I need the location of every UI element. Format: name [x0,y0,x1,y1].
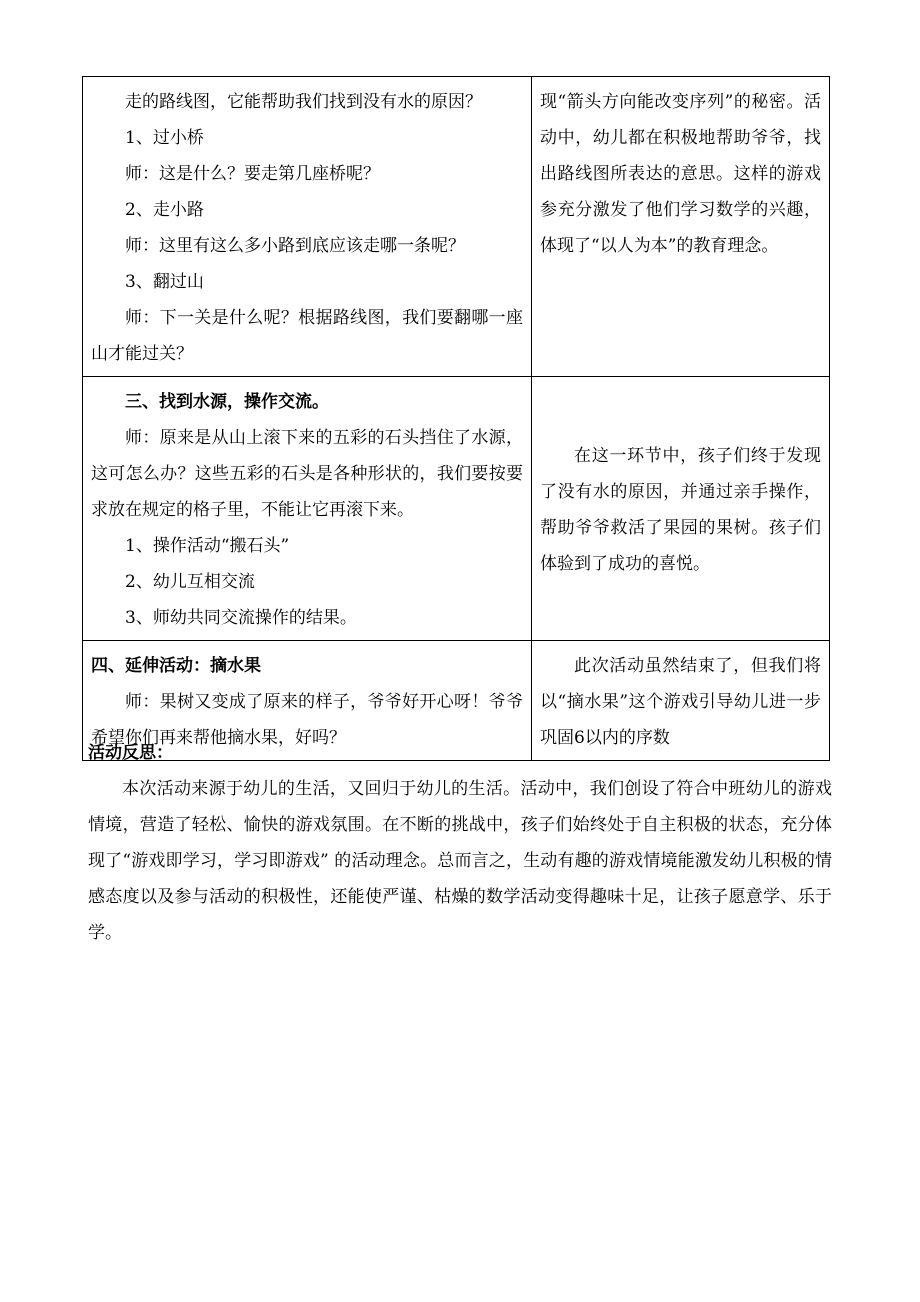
section-heading: 三、找到水源，操作交流。 [125,392,329,412]
step-item: 2、幼儿互相交流 [125,572,255,592]
activity-plan-table [82,76,830,761]
paragraph: 师：这是什么？要走第几座桥呢？ [125,164,380,184]
reflection-title: 活动反思： [88,743,173,763]
table-row [83,77,830,377]
process-cell [83,377,532,641]
paragraph: 师：果树又变成了原来的样子，爷爷好开心呀！爷爷希望你们再来帮他摘水果，好吗？ [91,692,523,748]
section-heading: 四、延伸活动：摘水果 [91,656,261,676]
step-item: 3、翻过山 [125,272,204,292]
paragraph: 师：下一关是什么呢？根据路线图，我们要翻哪一座山才能过关？ [91,308,523,364]
commentary-text: 现“箭头方向能改变序列”的秘密。活动中，幼儿都在积极地帮助爷爷，找出路线图所表达的意思。这样的游戏参充分激发了他们学习数学的兴趣，体现了“以人为本”的教育理念。 [540,92,821,256]
paragraph: 师：这里有这么多小路到底应该走哪一条呢？ [125,236,465,256]
paragraph: 师：原来是从山上滚下来的五彩的石头挡住了水源，这可怎么办？这些五彩的石头是各种形状的，我们要按要求放在规定的格子里，不能让它再滚下来。 [91,428,523,520]
step-item: 1、过小桥 [125,128,204,148]
step-item: 2、走小路 [125,200,204,220]
process-cell [83,77,532,377]
reflection-body: 本次活动来源于幼儿的生活，又回归于幼儿的生活。活动中，我们创设了符合中班幼儿的游戏情境，营造了轻松、愉快的游戏氛围。在不断的挑战中，孩子们始终处于自主积极的状态，充分体现了“游戏即学习，学习即游戏” 的活动理念。总而言之，生动有趣的游戏情境能激发幼儿积极的情感态度以及参与活动的积极性，还能使严谨、枯燥的数学活动变得趣味十足，让孩子愿意学、乐于学。 [88,779,832,943]
commentary-cell [532,77,830,377]
commentary-text: 此次活动虽然结束了，但我们将以“摘水果”这个游戏引导幼儿进一步巩固6以内的序数 [540,656,821,748]
step-item: 3、师幼共同交流操作的结果。 [125,608,357,628]
paragraph: 走的路线图，它能帮助我们找到没有水的原因？ [125,92,482,112]
activity-reflection [88,735,832,951]
table-row [83,377,830,641]
commentary-cell [532,377,830,641]
commentary-text: 在这一环节中，孩子们终于发现了没有水的原因，并通过亲手操作，帮助爷爷救活了果园的果树。孩子们体验到了成功的喜悦。 [540,446,821,574]
step-item: 1、操作活动“搬石头” [125,536,290,556]
